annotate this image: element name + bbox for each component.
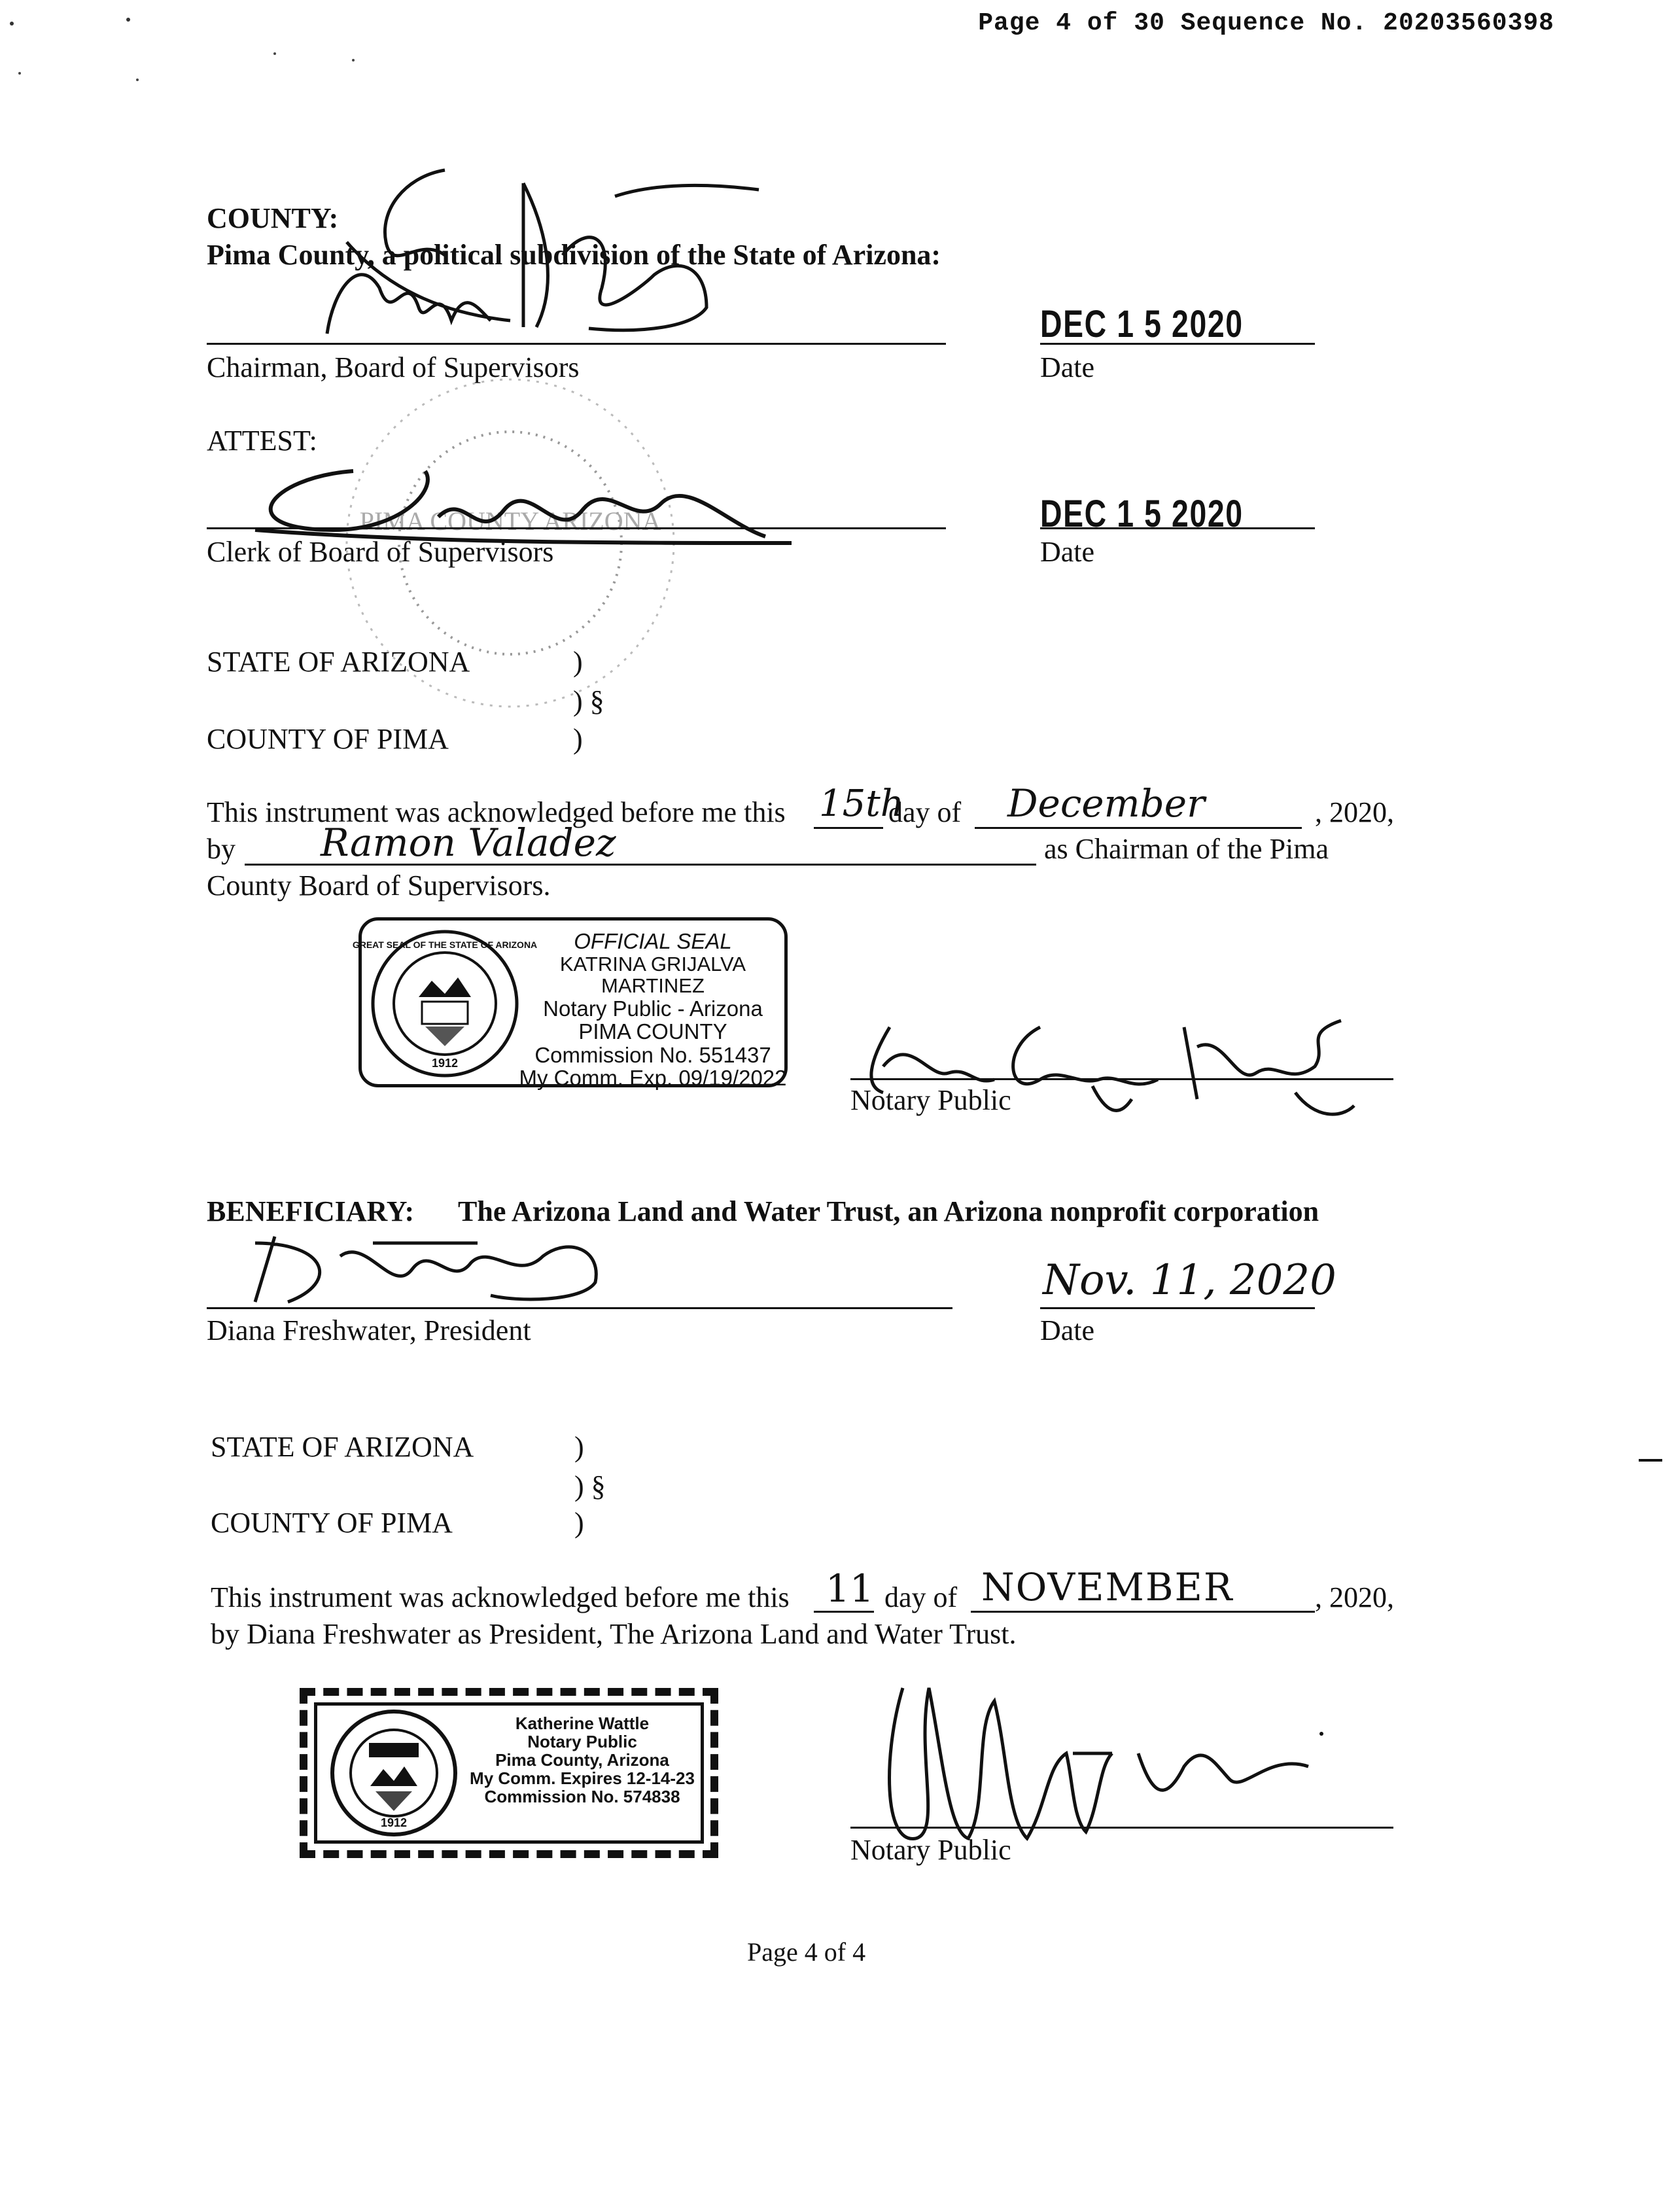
seal1-line4: PIMA COUNTY [578,1019,727,1044]
seal1-line6: My Comm. Exp. 09/19/2022 [519,1066,787,1091]
beneficiary-signature-line [207,1307,952,1309]
clerk-date-stamp: DEC 1 5 2020 [1040,493,1244,535]
ack1-text-a: This instrument was acknowledged before me this [207,796,786,828]
beneficiary-signature [216,1230,621,1308]
margin-mark [1639,1459,1662,1462]
notary-seal-2-text [458,1714,707,1806]
chairman-date-label: Date [1040,351,1095,383]
ack1-state: STATE OF ARIZONA [207,646,470,678]
ack2-state: STATE OF ARIZONA [211,1431,474,1463]
seal2-line3: Pima County, Arizona [495,1750,669,1770]
ack1-text-b: day of [888,796,962,828]
clerk-date-line [1040,527,1315,529]
clerk-title: Clerk of Board of Supervisors [207,536,554,568]
chairman-signature-line [207,343,946,345]
ack1-county: COUNTY OF PIMA [207,723,449,755]
ack2-county: COUNTY OF PIMA [211,1507,453,1539]
ack1-by-label: by [207,833,236,865]
beneficiary-date-handwritten: Nov. 11, 2020 [1043,1256,1336,1305]
ack1-name-line [245,864,1036,866]
beneficiary-signer-title: Diana Freshwater, President [207,1314,531,1346]
clerk-date-label: Date [1040,536,1095,568]
ack1-section: ) § [573,685,604,717]
ack1-month-handwritten: December [1007,781,1205,826]
beneficiary-date-line [1040,1307,1315,1309]
ack2-day-line [814,1611,874,1613]
ack2-text-a: This instrument was acknowledged before me this [211,1581,790,1613]
county-seal-text: PIMA COUNTY ARIZONA [359,506,661,536]
county-party: Pima County, a political subdivision of the State of Arizona: [207,239,941,271]
ack1-paren-2: ) [573,723,583,755]
ack2-notary-label: Notary Public [850,1834,1011,1866]
arizona-great-seal-emblem-2 [330,1709,458,1837]
ack2-paren-2: ) [574,1507,584,1539]
county-label: COUNTY: [207,202,339,234]
ack2-day-handwritten: 11 [826,1566,874,1611]
ack1-name-handwritten: Ramon Valadez [321,820,616,865]
ack2-section: ) § [574,1470,606,1502]
ack1-month-line [975,827,1302,829]
seal2-line4: My Comm. Expires 12-14-23 [470,1768,695,1789]
ack2-year: , 2020, [1315,1581,1394,1613]
beneficiary-party: The Arizona Land and Water Trust, an Arizona nonprofit corporation [458,1195,1319,1227]
seal2-line2: Notary Public [527,1732,637,1752]
seal1-line2: KATRINA GRIJALVA MARTINEZ [559,952,746,998]
ack1-notary-label: Notary Public [850,1084,1011,1116]
arizona-great-seal-emblem [352,928,538,1079]
beneficiary-date-label: Date [1040,1314,1095,1346]
ack1-day-line [814,827,883,829]
clerk-signature-line [207,527,946,529]
seal1-ring-text: GREAT SEAL OF THE STATE OF ARIZONA [352,939,538,950]
ack1-paren-1: ) [573,646,583,678]
ack2-text-b: day of [884,1581,958,1613]
ack1-day-handwritten: 15th [819,782,904,825]
ack1-role-a: as Chairman of the Pima [1044,833,1329,865]
notary-seal-1-text [519,930,787,1090]
seal1-year: 1912 [431,1057,459,1070]
chairman-date-stamp: DEC 1 5 2020 [1040,303,1244,345]
seal1-line1: OFFICIAL SEAL [574,929,732,953]
notary-seal-katherine [300,1688,718,1858]
page-sequence-header: Page 4 of 30 Sequence No. 20203560398 [978,9,1554,37]
ack1-role-b: County Board of Supervisors. [207,869,551,902]
notary-1-signature-line [850,1078,1393,1080]
seal1-line3: Notary Public - Arizona [543,996,763,1021]
ack2-month-line [971,1611,1315,1613]
scan-specks [0,0,1676,131]
ack2-paren-1: ) [574,1431,584,1463]
seal1-line5: Commission No. 551437 [534,1042,771,1067]
chairman-signature [249,157,772,353]
attest-label: ATTEST: [207,425,317,457]
seal2-line5: Commission No. 574838 [484,1787,680,1807]
seal2-year: 1912 [380,1816,408,1829]
ack2-month-handwritten: NOVEMBER [981,1565,1234,1609]
notary-seal-katrina [352,917,788,1091]
chairman-date-line [1040,343,1315,345]
beneficiary-heading: BENEFICIARY: [207,1195,415,1227]
footer-page-number: Page 4 of 4 [747,1937,866,1967]
ack1-year: , 2020, [1315,796,1394,828]
seal2-line1: Katherine Wattle [515,1713,650,1733]
ack2-line2: by Diana Freshwater as President, The Arizona Land and Water Trust. [211,1618,1017,1650]
chairman-title: Chairman, Board of Supervisors [207,351,580,383]
notary-2-signature-line [850,1827,1393,1829]
